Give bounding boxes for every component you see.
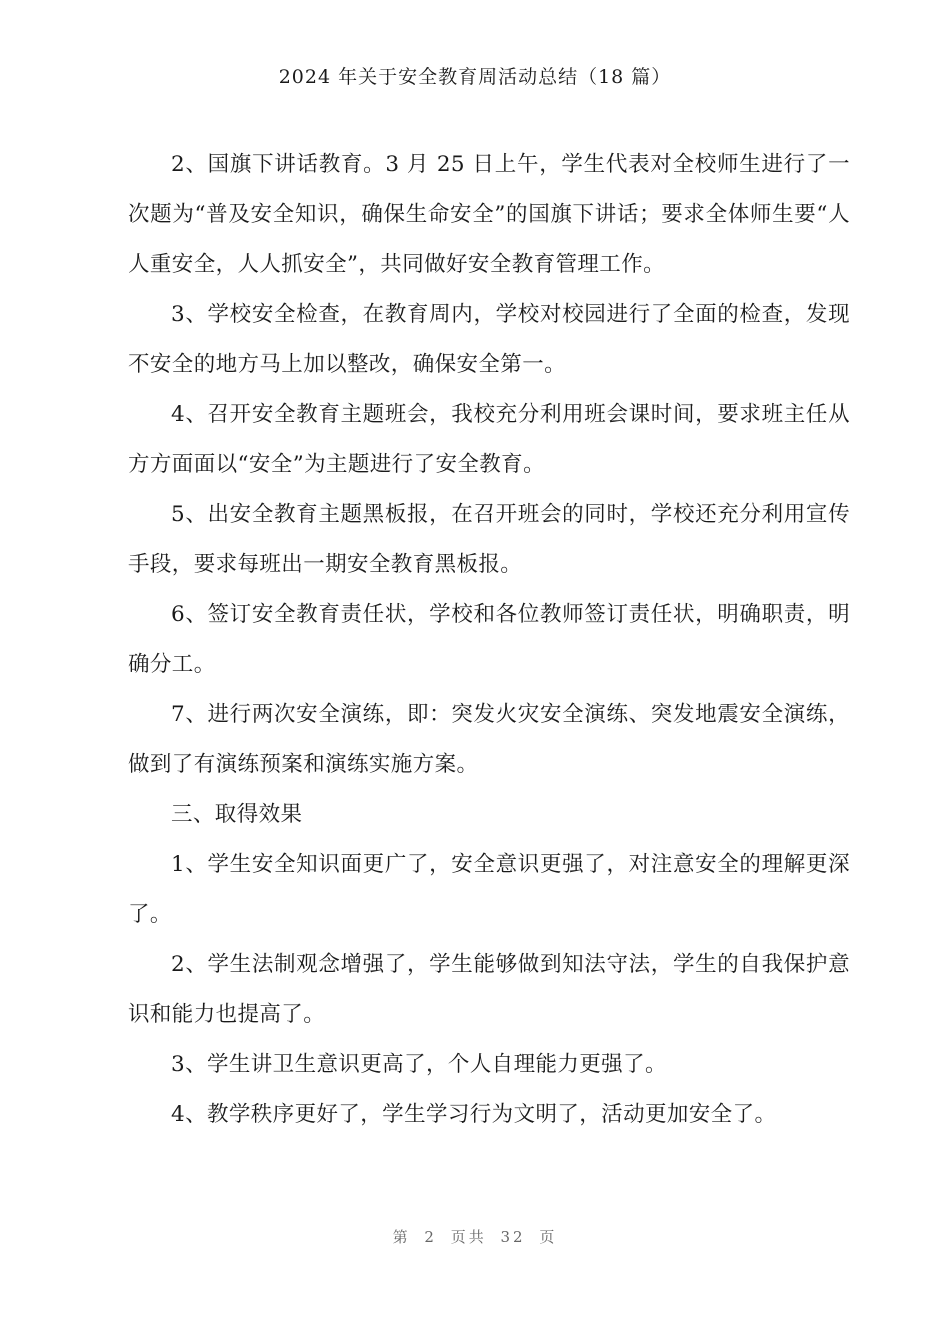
page-number-footer: 第 2 页共 32 页 xyxy=(392,1228,558,1246)
paragraph: 4、召开安全教育主题班会，我校充分利用班会课时间，要求班主任从方方面面以“安全”为主题进行了安全教育。 xyxy=(128,402,850,477)
paragraph: 3、学校安全检查，在教育周内，学校对校园进行了全面的检查，发现不安全的地方马上加以整改，确保安全第一。 xyxy=(128,302,850,377)
paragraph: 7、进行两次安全演练，即：突发火灾安全演练、突发地震安全演练，做到了有演练预案和演练实施方案。 xyxy=(128,702,850,777)
paragraph: 4、教学秩序更好了，学生学习行为文明了，活动更加安全了。 xyxy=(171,1102,777,1127)
paragraph: 2、学生法制观念增强了，学生能够做到知法守法，学生的自我保护意识和能力也提高了。 xyxy=(128,952,850,1027)
section-heading: 三、取得效果 xyxy=(171,802,303,827)
paragraph: 1、学生安全知识面更广了，安全意识更强了，对注意安全的理解更深了。 xyxy=(128,852,850,927)
paragraph: 3、学生讲卫生意识更高了，个人自理能力更强了。 xyxy=(171,1052,667,1077)
paragraph: 6、签订安全教育责任状，学校和各位教师签订责任状，明确职责，明确分工。 xyxy=(128,602,850,677)
paragraph: 2、国旗下讲话教育。3 月 25 日上午，学生代表对全校师生进行了一次题为“普及安全知识，确保生命安全”的国旗下讲话；要求全体师生要“人人重安全，人人抓安全”，共同做好安全教育管理工作。 xyxy=(128,152,850,277)
page-header-title: 2024 年关于安全教育周活动总结（18 篇） xyxy=(278,66,672,88)
paragraph: 5、出安全教育主题黑板报，在召开班会的同时，学校还充分利用宣传手段，要求每班出一期安全教育黑板报。 xyxy=(128,502,850,577)
document-body xyxy=(128,140,850,1140)
